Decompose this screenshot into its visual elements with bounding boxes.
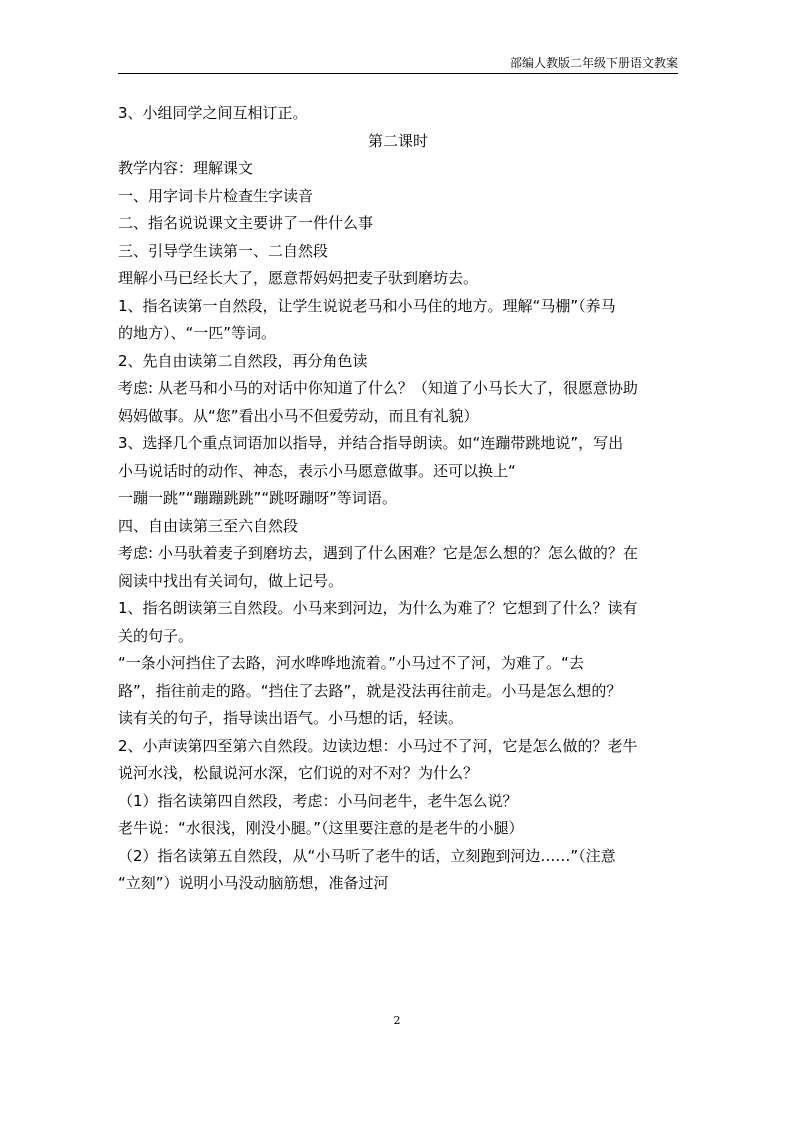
paragraph-line: 小马说话时的动作、神态，表示小马愿意做事。还可以换上“ bbox=[118, 461, 516, 480]
page-number: 2 bbox=[393, 1014, 401, 1027]
paragraph-line: （1）指名读第四自然段，考虑：小马问老牛，老牛怎么说？ bbox=[118, 791, 518, 810]
paragraph-line: 路”，指往前走的路。“挡住了去路”，就是没法再往前走。小马是怎么想的？ bbox=[118, 681, 622, 700]
paragraph-line: 妈妈做事。从“您”看出小马不但爱劳动，而且有礼貌） bbox=[118, 406, 479, 425]
paragraph-line: “一条小河挡住了去路，河水哗哗地流着。”小马过不了河，为难了。“去 bbox=[118, 654, 584, 672]
paragraph-line: 四、自由读第三至六自然段 bbox=[118, 516, 299, 535]
paragraph-line: 二、指名说说课文主要讲了一件什么事 bbox=[118, 214, 374, 232]
paragraph-line: 说河水浅，松鼠说河水深，它们说的对不对？为什么？ bbox=[118, 764, 479, 782]
paragraph-line: 三、引导学生读第一、二自然段 bbox=[118, 241, 329, 260]
running-header: 部编人教版二年级下册语文教案 bbox=[509, 56, 678, 70]
section-title: 第二课时 bbox=[367, 131, 428, 150]
paragraph-line: 阅读中找出有关词句，做上记号。 bbox=[118, 571, 344, 590]
paragraph-line: 3、选择几个重点词语加以指导，并结合指导朗读。如“连蹦带跳地说”，写出 bbox=[118, 434, 624, 452]
paragraph-line: 2、小声读第四至第六自然段。边读边想：小马过不了河，它是怎么做的？老牛 bbox=[118, 736, 638, 755]
header-rule bbox=[118, 73, 678, 74]
paragraph-line: 考虑: 小马驮着麦子到磨坊去，遇到了什么困难？它是怎么想的？怎么做的？在 bbox=[118, 544, 638, 562]
paragraph-line: 3、小组同学之间互相订正。 bbox=[118, 104, 308, 122]
paragraph-line: 考虑: 从老马和小马的对话中你知道了什么？（知道了小马长大了，很愿意协助 bbox=[118, 379, 638, 397]
paragraph-line: 教学内容：理解课文 bbox=[118, 159, 254, 177]
paragraph-line: “立刻”）说明小马没动脑筋想，准备过河 bbox=[118, 874, 389, 892]
paragraph-line: 关的句子。 bbox=[118, 626, 194, 645]
paragraph-line: 1、指名朗读第三自然段。小马来到河边，为什么为难了？它想到了什么？读有 bbox=[118, 599, 638, 617]
paragraph-line: 1、指名读第一自然段，让学生说说老马和小马住的地方。理解“马棚”（养马 bbox=[118, 296, 616, 315]
paragraph-line: 理解小马已经长大了，愿意帮妈妈把麦子驮到磨坊去。 bbox=[118, 269, 479, 287]
document-body bbox=[118, 100, 678, 898]
paragraph-line: 的地方）、“一匹”等词。 bbox=[118, 324, 277, 342]
paragraph-line: 2、先自由读第二自然段，再分角色读 bbox=[118, 351, 368, 370]
paragraph-line: 一、用字词卡片检查生字读音 bbox=[118, 186, 314, 205]
paragraph-line: 老牛说：“水很浅，刚没小腿。”（这里要注意的是老牛的小腿） bbox=[118, 819, 524, 837]
paragraph-line: （2）指名读第五自然段，从“小马听了老牛的话，立刻跑到河边……”（注意 bbox=[118, 846, 616, 865]
paragraph-line: 读有关的句子，指导读出语气。小马想的话，轻读。 bbox=[118, 709, 464, 727]
paragraph-line: 一蹦一跳”“蹦蹦跳跳”“跳呀蹦呀”等词语。 bbox=[118, 489, 397, 507]
